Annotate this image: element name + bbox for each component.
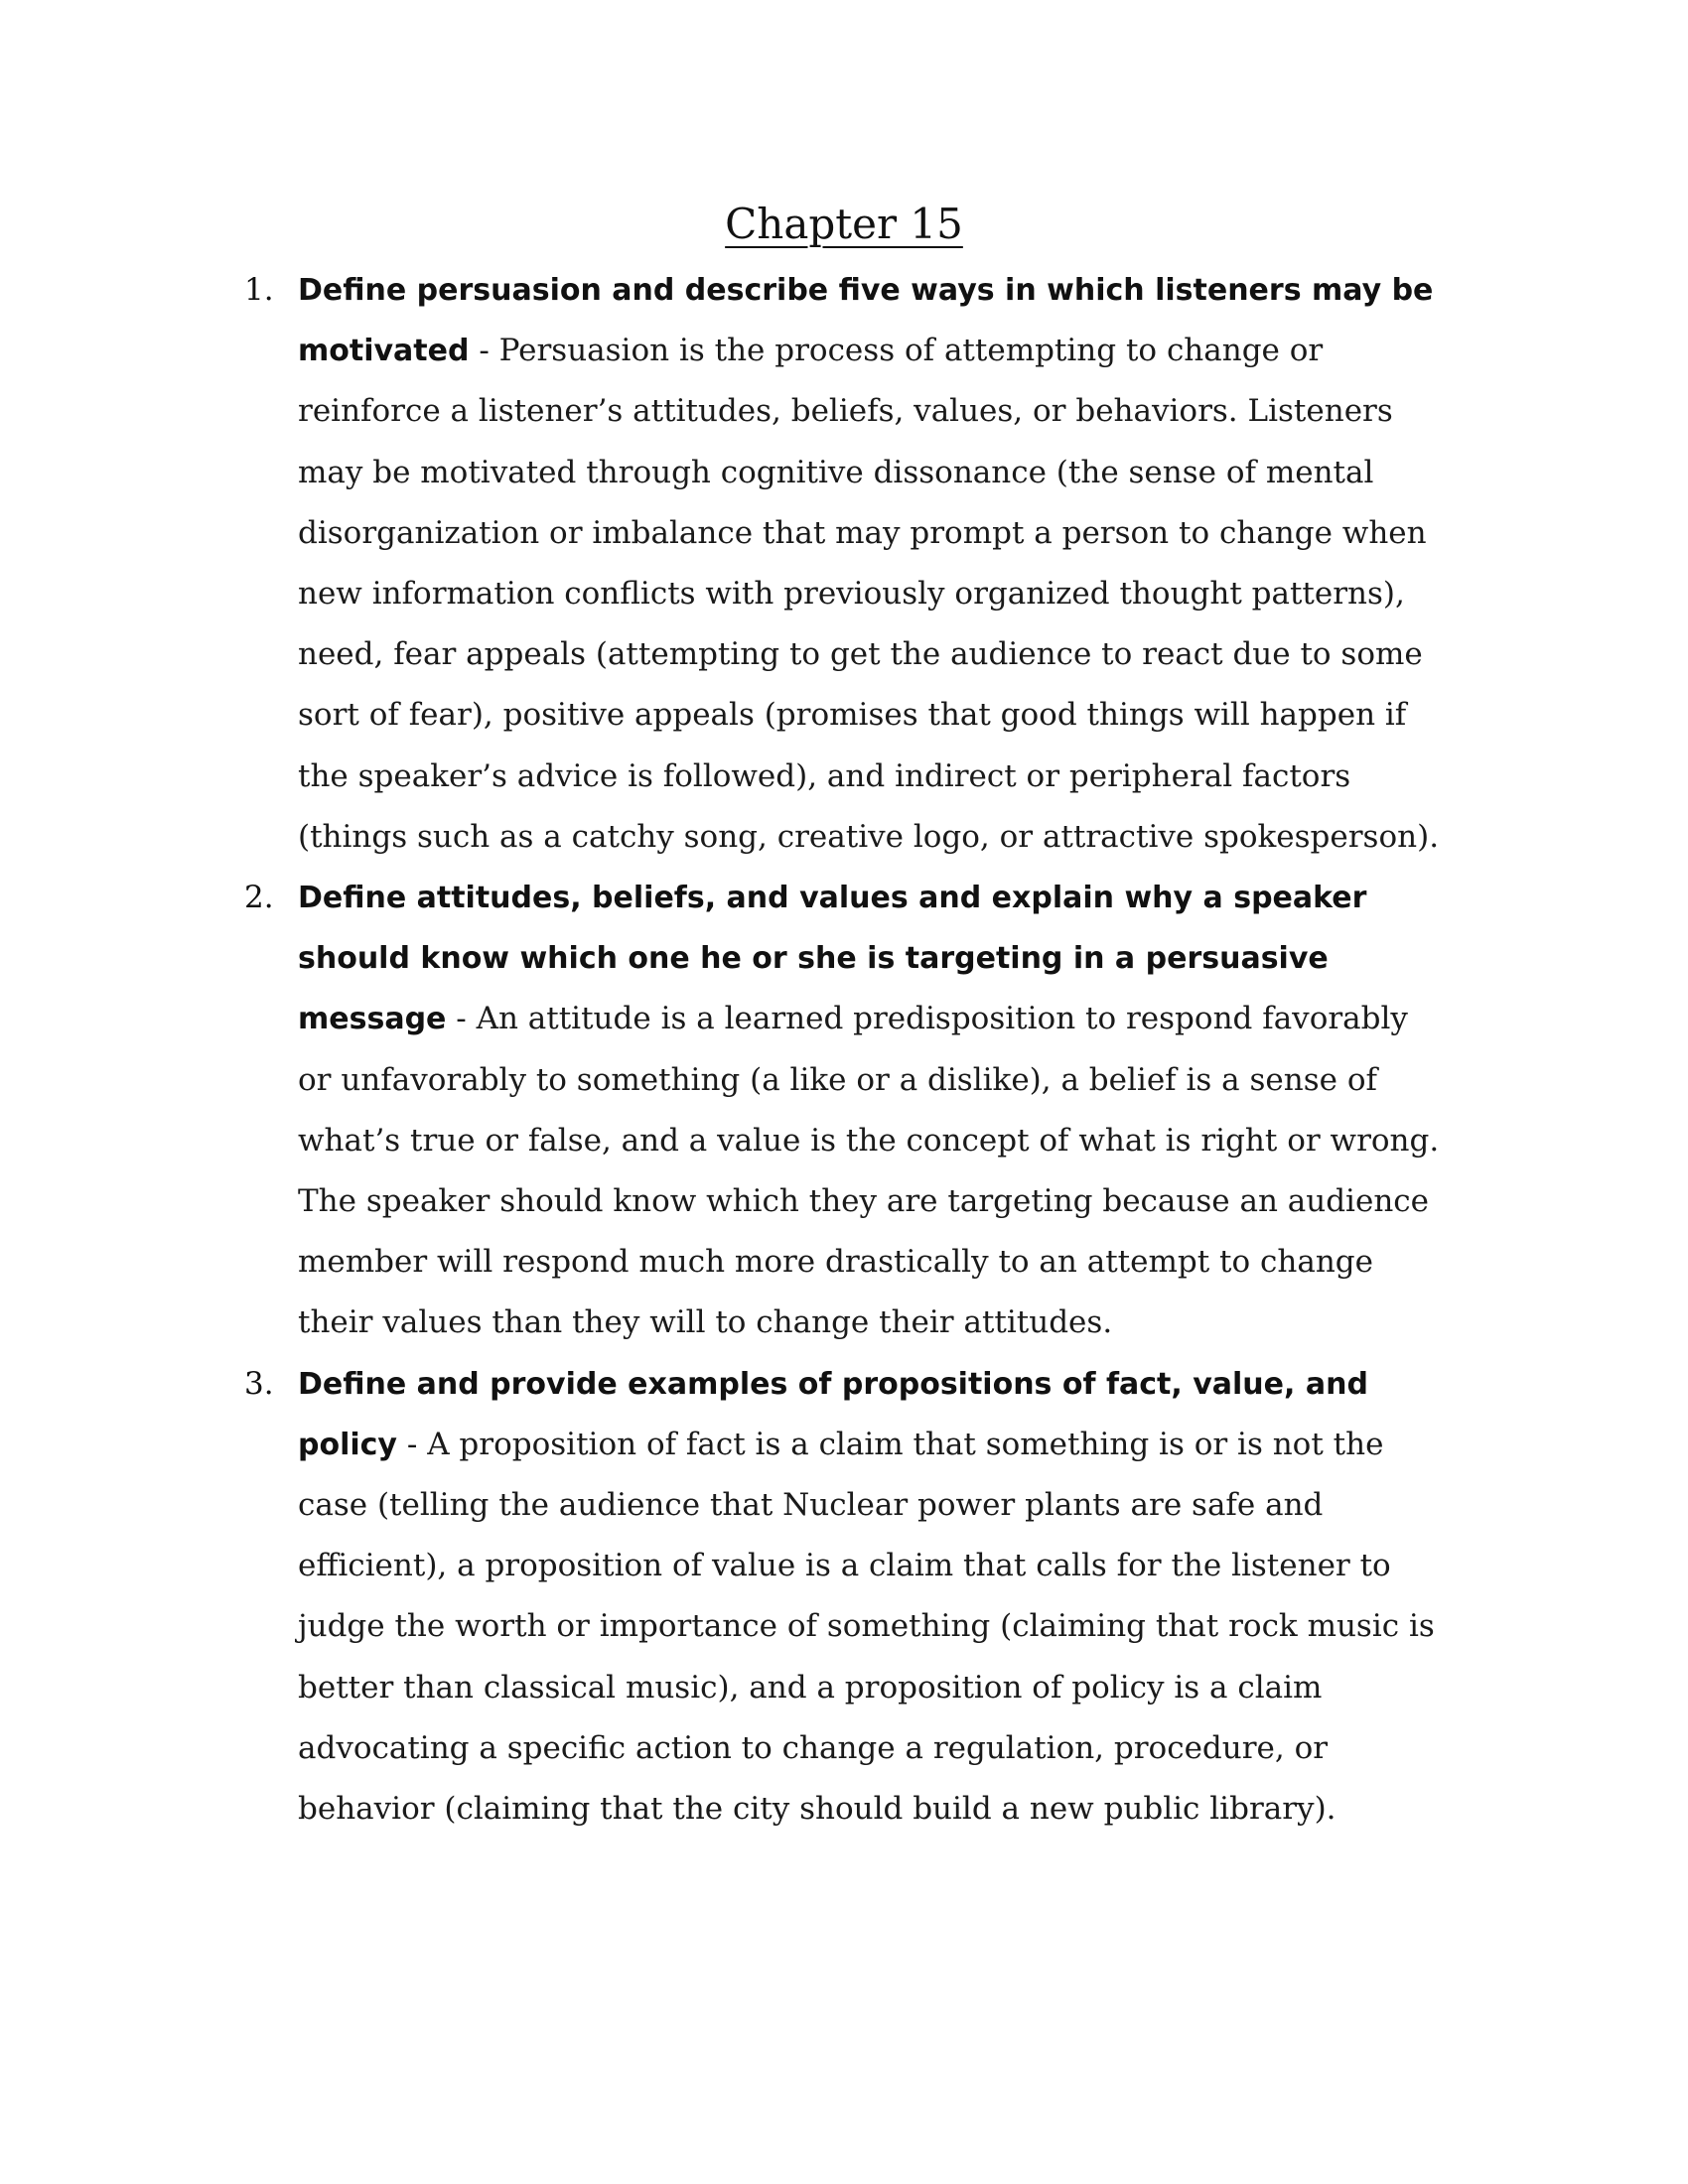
question-separator: - xyxy=(397,1426,428,1462)
question-item-1 xyxy=(230,260,1442,868)
question-heading: Define attitudes, beliefs, and values and explain why a speaker should know which one he or she is targeting in a persuasive message xyxy=(298,881,1367,1037)
question-heading: Define persuasion and describe five ways in which listeners may be motivated xyxy=(298,273,1434,369)
question-list xyxy=(230,260,1442,1840)
question-number: 2. xyxy=(244,880,274,916)
question-number: 1. xyxy=(244,272,274,308)
question-answer: A proposition of fact is a claim that something is or is not the case (telling the audience that Nuclear power plants are safe and efficient), a proposition of value is a claim that calls for the listener to judge the worth or importance of something (claiming that rock music is better than classical music), and a proposition of policy is a claim advocating a specific action to change a regulation, procedure, or behavior (claiming that the city should build a new public library). xyxy=(298,1426,1435,1828)
question-answer: Persuasion is the process of attempting to change or reinforce a listener’s attitudes, beliefs, values, or behaviors. Listeners may be motivated through cognitive dissonance (the sense of mental disorganization or imbalance that may prompt a person to change when new information conflicts with previously organized thought patterns), need, fear appeals (attempting to get the audience to react due to some sort of fear), positive appeals (promises that good things will happen if the speaker’s advice is followed), and indirect or peripheral factors (things such as a catchy song, creative logo, or attractive spokesperson). xyxy=(298,333,1440,855)
question-item-3 xyxy=(230,1354,1442,1841)
question-separator: - xyxy=(469,333,499,369)
question-number: 3. xyxy=(244,1365,274,1402)
question-separator: - xyxy=(446,1001,477,1037)
question-answer: An attitude is a learned predisposition to respond favorably or unfavorably to something (a like or a dislike), a belief is a sense of what’s true or false, and a value is the concept of what is right or wrong. The speaker should know which they are targeting because an audience member will respond much more drastically to an attempt to change their values than they will to change their attitudes. xyxy=(298,1001,1440,1341)
question-item-2 xyxy=(230,868,1442,1354)
chapter-title: Chapter 15 xyxy=(725,200,963,248)
question-heading: Define and provide examples of propositions of fact, value, and policy xyxy=(298,1366,1368,1462)
